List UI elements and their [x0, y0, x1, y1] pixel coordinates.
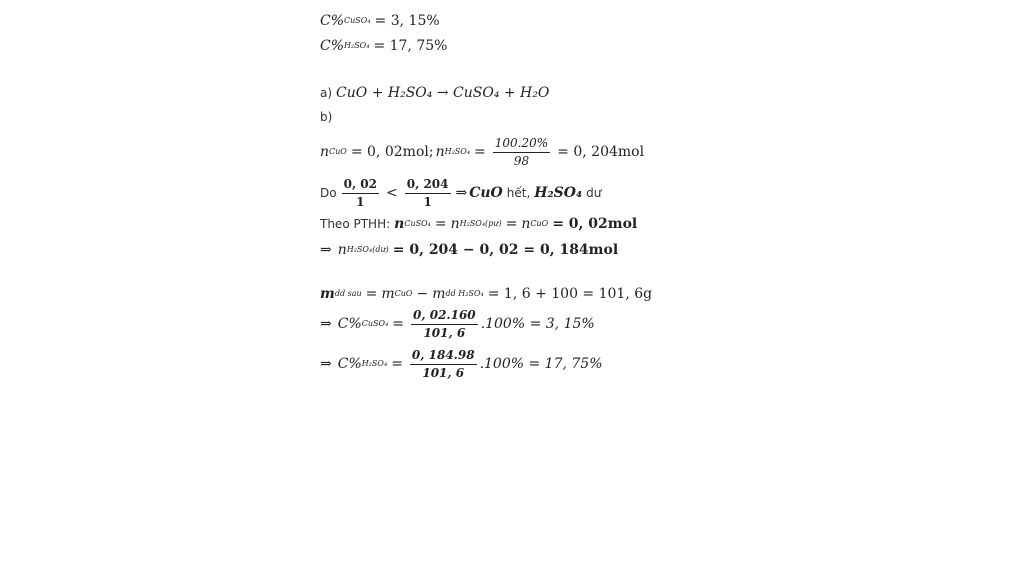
subscript-cuso4: CuSO₄: [344, 16, 371, 25]
comparison-line: [320, 175, 601, 211]
n-symbol: n: [337, 242, 347, 258]
subscript-h2so4-du: H₂SO₄(dư): [346, 245, 389, 254]
m-symbol: m: [432, 286, 446, 302]
subscript-cuo: CuO: [394, 289, 413, 298]
fraction-denominator: 1: [423, 194, 432, 209]
percent-symbol: C%: [337, 316, 362, 332]
result-h2so4-line: [320, 37, 451, 55]
implies-arrow: ⇒: [320, 242, 332, 258]
result-value: = 17, 75%: [373, 38, 448, 54]
less-than-sign: <: [386, 185, 398, 201]
do-text: Do: [320, 186, 337, 200]
excess-value: = 0, 204 − 0, 02 = 0, 184mol: [392, 242, 619, 258]
subscript-dd-sau: dd sau: [334, 289, 362, 298]
fraction: [493, 136, 550, 169]
subscript-cuo: CuO: [329, 147, 347, 156]
fraction-denominator: 1: [356, 194, 365, 209]
fraction-numerator: 0, 204: [405, 177, 451, 194]
excess-line: [320, 241, 622, 259]
minus-sign: −: [416, 286, 429, 302]
n-symbol: n: [450, 216, 460, 232]
subscript-h2so4-pu: H₂SO₄(pư): [459, 219, 502, 228]
n-symbol: n: [521, 216, 531, 232]
subscript-h2so4: H₂SO₄: [361, 359, 388, 368]
implies-arrow: ⇒: [455, 185, 468, 201]
du-text: dư: [586, 186, 602, 200]
fraction-numerator: 0, 02: [342, 177, 379, 194]
fraction: [411, 308, 478, 341]
equals-sign: =: [365, 286, 378, 302]
subscript-cuso4: CuSO₄: [404, 219, 431, 228]
m-symbol: m: [381, 286, 395, 302]
fraction-numerator: 0, 184.98: [410, 348, 477, 365]
het-text: hết,: [506, 186, 531, 200]
fraction: [410, 348, 477, 381]
equals-sign: =: [391, 356, 403, 372]
equals-sign: =: [434, 216, 447, 232]
fraction-denominator: 101, 6: [422, 365, 465, 380]
fraction-denominator: 101, 6: [423, 325, 466, 340]
part-a-label: a): [320, 86, 333, 100]
fraction: [405, 177, 451, 210]
mass-value: = 1, 6 + 100 = 101, 6g: [487, 286, 653, 302]
m-symbol: m: [320, 286, 335, 302]
percent-symbol: C%: [337, 356, 362, 372]
fraction: [342, 177, 379, 210]
n-symbol: n: [435, 144, 445, 160]
subscript-h2so4: H₂SO₄: [444, 147, 471, 156]
equals-sign: =: [474, 144, 486, 160]
part-a-line: [320, 84, 549, 102]
mass-line: [320, 285, 656, 303]
subscript-cuo: CuO: [530, 219, 549, 228]
reaction-equation: CuO + H₂SO₄ → CuSO₄ + H₂O: [336, 85, 550, 101]
cuo-moles-value: = 0, 02mol;: [350, 144, 434, 160]
stoich-value: = 0, 02mol: [552, 216, 638, 232]
subscript-dd-h2so4: dd H₂SO₄: [445, 289, 484, 298]
concentration-value: .100% = 17, 75%: [479, 356, 603, 372]
n-symbol: n: [394, 216, 405, 232]
part-b-line: [320, 108, 332, 126]
implies-arrow: ⇒: [320, 316, 332, 332]
theo-pthh-text: Theo PTHH:: [320, 217, 391, 231]
concentration-h2so4-line: [320, 346, 603, 382]
subscript-cuso4: CuSO₄: [361, 319, 389, 328]
n-symbol: n: [320, 144, 330, 160]
subscript-h2so4: H₂SO₄: [344, 41, 370, 50]
percent-symbol: C%: [320, 38, 345, 54]
implies-arrow: ⇒: [320, 356, 332, 372]
concentration-cuso4-line: [320, 306, 595, 342]
h2so4-formula: H₂SO₄: [534, 185, 583, 201]
percent-symbol: C%: [320, 13, 345, 29]
result-cuso4-line: [320, 12, 444, 30]
fraction-numerator: 0, 02.160: [411, 308, 478, 325]
h2so4-moles-value: = 0, 204mol: [557, 144, 645, 160]
fraction-numerator: 100.20%: [493, 136, 550, 153]
cuo-formula: CuO: [469, 185, 503, 201]
moles-line: [320, 134, 648, 170]
stoichiometry-line: [320, 215, 641, 233]
equals-sign: =: [505, 216, 518, 232]
result-value: = 3, 15%: [374, 13, 440, 29]
part-b-label: b): [320, 110, 333, 124]
equals-sign: =: [392, 316, 405, 332]
fraction-denominator: 98: [513, 153, 530, 168]
concentration-value: .100% = 3, 15%: [480, 316, 595, 332]
